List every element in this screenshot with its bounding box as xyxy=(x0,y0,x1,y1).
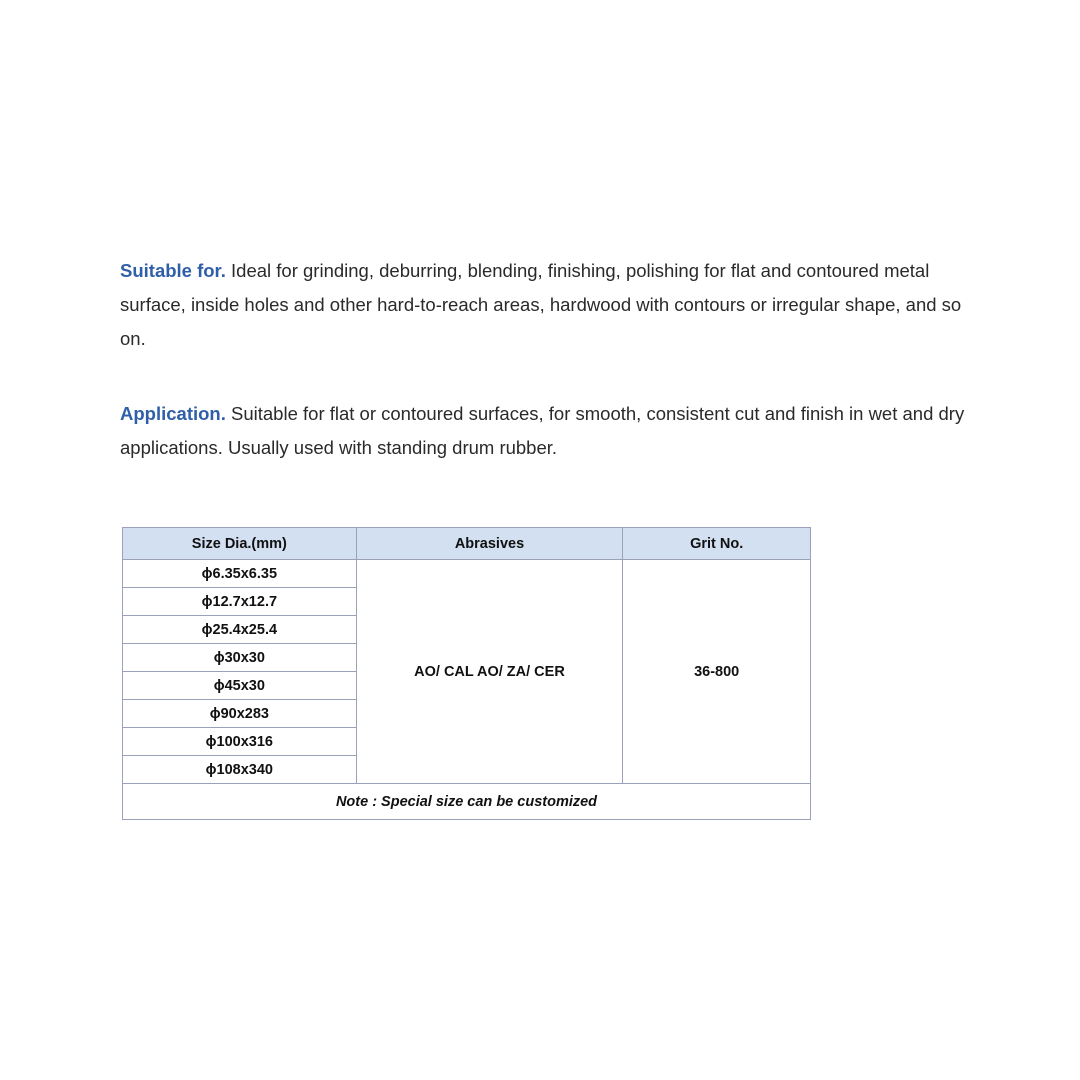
size-cell: ϕ6.35x6.35 xyxy=(123,560,357,588)
table-header-row xyxy=(123,528,811,560)
spec-table xyxy=(122,527,811,820)
size-cell: ϕ100x316 xyxy=(123,728,357,756)
suitable-for-lead: Suitable for. xyxy=(120,260,226,281)
size-cell: ϕ108x340 xyxy=(123,756,357,784)
application-lead: Application. xyxy=(120,403,226,424)
size-cell: ϕ30x30 xyxy=(123,644,357,672)
grit-cell: 36-800 xyxy=(623,560,811,784)
table-row xyxy=(123,560,811,588)
abrasives-cell: AO/ CAL AO/ ZA/ CER xyxy=(356,560,623,784)
application-text: Suitable for flat or contoured surfaces, for smooth, consistent cut and finish in wet and dry applications. Usually used with standing drum rubber. xyxy=(120,403,965,458)
size-cell: ϕ90x283 xyxy=(123,700,357,728)
size-cell: ϕ45x30 xyxy=(123,672,357,700)
suitable-for-paragraph xyxy=(120,254,980,356)
application-paragraph xyxy=(120,397,980,465)
suitable-for-text: Ideal for grinding, deburring, blending, finishing, polishing for flat and contoured metal surface, inside holes and other hard-to-reach areas, hardwood with contours or irregular shape, and so on. xyxy=(120,260,962,349)
size-cell: ϕ25.4x25.4 xyxy=(123,616,357,644)
header-abrasives: Abrasives xyxy=(356,528,623,560)
note-cell: Note : Special size can be customized xyxy=(123,784,811,820)
header-grit: Grit No. xyxy=(623,528,811,560)
header-size: Size Dia.(mm) xyxy=(123,528,357,560)
size-cell: ϕ12.7x12.7 xyxy=(123,588,357,616)
note-row xyxy=(123,784,811,820)
